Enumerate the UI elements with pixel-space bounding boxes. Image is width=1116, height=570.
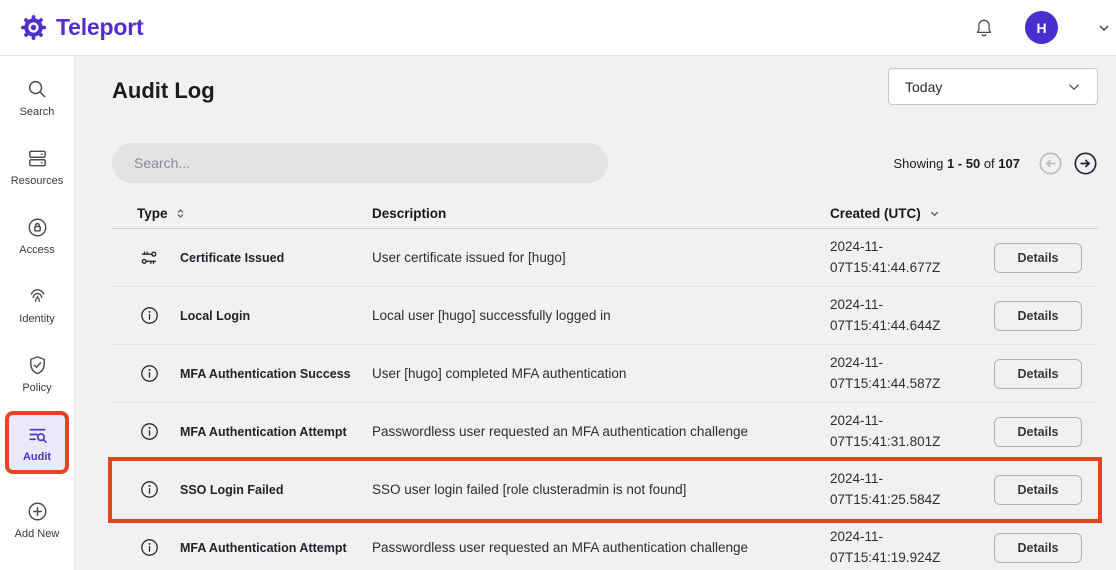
event-description: Passwordless user requested an MFA authentication challenge bbox=[372, 540, 748, 555]
event-type: MFA Authentication Attempt bbox=[180, 424, 347, 439]
sidebar-item-label: Audit bbox=[22, 451, 52, 463]
details-button[interactable]: Details bbox=[994, 417, 1082, 447]
topbar bbox=[0, 0, 1116, 56]
info-icon bbox=[112, 537, 180, 558]
event-created: 2024-11-07T15:41:44.587Z bbox=[830, 354, 941, 391]
column-header-description[interactable]: Description bbox=[372, 206, 447, 221]
sidebar-item-search[interactable] bbox=[9, 70, 65, 125]
resources-icon bbox=[26, 147, 49, 170]
sidebar-item-resources[interactable] bbox=[9, 139, 65, 194]
info-icon bbox=[112, 479, 180, 500]
sidebar-item-label: Add New bbox=[14, 528, 60, 540]
access-lock-icon bbox=[26, 216, 49, 239]
sidebar-item-label: Identity bbox=[19, 313, 55, 325]
details-button[interactable]: Details bbox=[994, 359, 1082, 389]
details-button[interactable]: Details bbox=[994, 475, 1082, 505]
info-icon bbox=[112, 421, 180, 442]
event-created: 2024-11-07T15:41:44.644Z bbox=[830, 296, 941, 333]
column-header-type[interactable]: Type bbox=[112, 206, 372, 221]
info-icon bbox=[112, 363, 180, 384]
sort-icon bbox=[174, 207, 187, 220]
details-button[interactable]: Details bbox=[994, 243, 1082, 273]
table-row[interactable] bbox=[112, 403, 1098, 461]
sidebar-item-label: Access bbox=[19, 244, 55, 256]
event-description: User [hugo] completed MFA authentication bbox=[372, 366, 627, 381]
next-page-button[interactable] bbox=[1072, 150, 1098, 176]
column-header-created[interactable]: Created (UTC) bbox=[830, 206, 980, 221]
event-type: MFA Authentication Attempt bbox=[180, 540, 347, 555]
sidebar-item-policy[interactable] bbox=[9, 346, 65, 401]
user-menu-chevron-down-icon[interactable] bbox=[1096, 20, 1112, 36]
event-created: 2024-11-07T15:41:25.584Z bbox=[830, 470, 941, 507]
identity-fingerprint-icon bbox=[26, 285, 49, 308]
event-created: 2024-11-07T15:41:44.677Z bbox=[830, 238, 941, 275]
event-created: 2024-11-07T15:41:31.801Z bbox=[830, 412, 941, 449]
sidebar-item-add-new[interactable] bbox=[9, 492, 65, 547]
date-range-value: Today bbox=[905, 78, 943, 95]
event-description: Passwordless user requested an MFA authentication challenge bbox=[372, 424, 748, 439]
main-content bbox=[75, 56, 1116, 570]
showing-count: Showing 1 - 50 of 107 bbox=[893, 155, 1020, 171]
page-title: Audit Log bbox=[112, 78, 215, 103]
sort-desc-chevron-icon bbox=[927, 206, 942, 221]
table-header-row bbox=[112, 199, 1098, 229]
info-icon bbox=[112, 305, 180, 326]
policy-shield-icon bbox=[26, 354, 49, 377]
sidebar-item-label: Search bbox=[19, 106, 55, 118]
event-description: User certificate issued for [hugo] bbox=[372, 250, 566, 265]
search-input[interactable] bbox=[112, 143, 608, 183]
sidebar-item-access[interactable] bbox=[9, 208, 65, 263]
add-new-plus-icon bbox=[26, 500, 49, 523]
chevron-down-icon bbox=[1065, 78, 1083, 96]
table-row[interactable] bbox=[112, 287, 1098, 345]
brand-name: Teleport bbox=[56, 14, 144, 40]
sidebar-item-identity[interactable] bbox=[9, 277, 65, 332]
sidebar bbox=[0, 56, 75, 570]
table-row[interactable] bbox=[112, 345, 1098, 403]
table-row-highlighted[interactable] bbox=[112, 461, 1098, 519]
event-type: Certificate Issued bbox=[180, 250, 285, 265]
sidebar-item-label: Resources bbox=[10, 175, 64, 187]
sidebar-item-label: Policy bbox=[22, 382, 52, 394]
teleport-logo[interactable] bbox=[20, 14, 143, 41]
table-row[interactable] bbox=[112, 229, 1098, 287]
event-type: Local Login bbox=[180, 308, 251, 323]
audit-list-search-icon bbox=[26, 423, 49, 446]
teleport-gear-icon bbox=[20, 14, 47, 41]
details-button[interactable]: Details bbox=[994, 301, 1082, 331]
table-row[interactable] bbox=[112, 519, 1098, 570]
event-created: 2024-11-07T15:41:19.924Z bbox=[830, 528, 941, 565]
event-type: MFA Authentication Success bbox=[180, 366, 351, 381]
event-description: SSO user login failed [role clusteradmin is not found] bbox=[372, 482, 687, 497]
certificate-keys-icon bbox=[112, 247, 180, 269]
user-avatar[interactable]: H bbox=[1025, 11, 1058, 44]
audit-log-table bbox=[112, 199, 1098, 570]
notifications-bell-icon[interactable] bbox=[971, 15, 997, 41]
event-type: SSO Login Failed bbox=[180, 482, 284, 497]
prev-page-button[interactable] bbox=[1037, 150, 1063, 176]
search-icon bbox=[26, 78, 49, 101]
date-range-dropdown[interactable] bbox=[888, 68, 1098, 105]
details-button[interactable]: Details bbox=[994, 533, 1082, 563]
event-description: Local user [hugo] successfully logged in bbox=[372, 308, 611, 323]
sidebar-item-audit[interactable] bbox=[9, 415, 65, 470]
